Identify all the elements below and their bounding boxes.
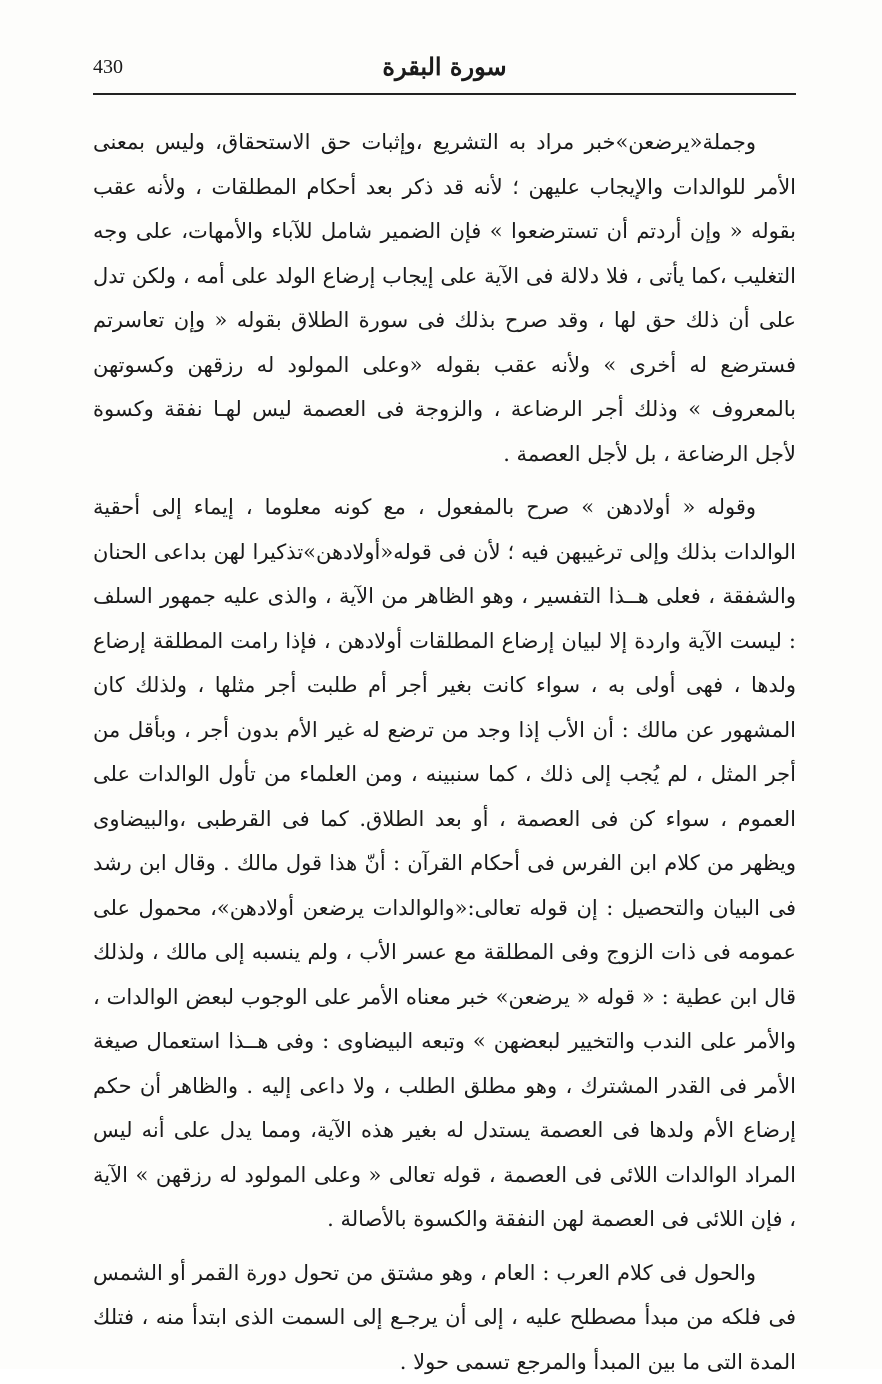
header-divider — [93, 93, 796, 95]
page-number: 430 — [93, 56, 123, 79]
paragraph: وجملة«يرضعن»خبر مراد به التشريع ،وإثبات حق الاستحقاق، وليس بمعنى الأمر للوالدات والإيجاب عليهن ؛ لأنه قد ذكر بعد أحكام المطلقات ، ولأنه عقب بقوله « وإن أردتم أن تسترضعوا » فإن الضمير شامل للآباء والأمهات، على وجه التغليب ،كما يأتى ، فلا دلالة فى الآية على إيجاب إرضاع الولد على أمه ، ولكن تدل على أن ذلك حق لها ، وقد صرح بذلك فى سورة الطلاق بقوله « وإن تعاسرتم فسترضع له أخرى » ولأنه عقب بقوله «وعلى المولود له رزقهن وكسوتهن بالمعروف » وذلك أجر الرضاعة ، والزوجة فى العصمة ليس لهـا نفقة وكسوة لأجل الرضاعة ، بل لأجل العصمة . — [93, 120, 796, 476]
surah-title: سورة البقرة — [93, 52, 796, 81]
page-body — [93, 120, 796, 1384]
paragraph: وقوله « أولادهن » صرح بالمفعول ، مع كونه معلوما ، إيماء إلى أحقية الوالدات بذلك وإلى ترغيبهن فيه ؛ لأن فى قوله«أولادهن»تذكيرا لهن بداعى الحنان والشفقة ، فعلى هــذا التفسير ، وهو الظاهر من الآية ، والذى عليه جمهور السلف : ليست الآية واردة إلا لبيان إرضاع المطلقات أولادهن ، فإذا رامت المطلقة إرضاع ولدها ، فهى أولى به ، سواء كانت بغير أجر أم طلبت أجر مثلها ، ولذلك كان المشهور عن مالك : أن الأب إذا وجد من ترضع له غير الأم بدون أجر ، وبأقل من أجر المثل ، لم يُجب إلى ذلك ، كما سنبينه ، ومن العلماء من تأول الوالدات على العموم ، سواء كن فى العصمة ، أو بعد الطلاق. كما فى القرطبى ،والبيضاوى ويظهر من كلام ابن الفرس فى أحكام القرآن : أنّ هذا قول مالك . وقال ابن رشد فى البيان والتحصيل : إن قوله تعالى:«والوالدات يرضعن أولادهن»، محمول على عمومه فى ذات الزوج وفى المطلقة مع عسر الأب ، ولم ينسبه إلى مالك ، ولذلك قال ابن عطية : « قوله « يرضعن» خبر معناه الأمر على الوجوب لبعض الوالدات ، والأمر على الندب والتخيير لبعضهن » وتبعه البيضاوى : وفى هــذا استعمال صيغة الأمر فى القدر المشترك ، وهو مطلق الطلب ، ولا داعى إليه . والظاهر أن حكم إرضاع الأم ولدها فى العصمة يستدل له بغير هذه الآية، ومما يدل على أنه ليس المراد الوالدات اللائى فى العصمة ، قوله تعالى « وعلى المولود له رزقهن » الآية ، فإن اللائى فى العصمة لهن النفقة والكسوة بالأصالة . — [93, 485, 796, 1242]
page-header — [93, 52, 796, 94]
paragraph: والحول فى كلام العرب : العام ، وهو مشتق من تحول دورة القمر أو الشمس فى فلكه من مبدأ مصطلح عليه ، إلى أن يرجـع إلى السمت الذى ابتدأ منه ، فتلك المدة التى ما بين المبدأ والمرجع تسمى حولا . — [93, 1251, 796, 1384]
